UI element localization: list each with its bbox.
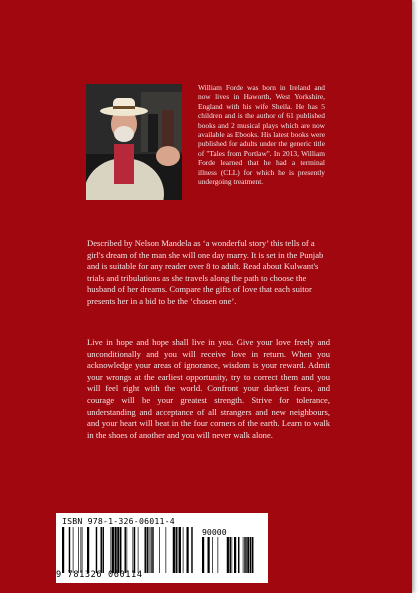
ean-digits: 9 781326 060114 <box>56 570 143 580</box>
ean-barcode-bars <box>62 527 194 573</box>
author-bio: William Forde was born in Ireland and now lives in Haworth, West Yorkshire, England with his wife Sheila. He has 5 children and is the author of 61 published books and 2 musical plays which are now available as Ebooks. His latest books were published for adults under the generic title of "Tales from Portlaw". In 2013, William Forde learned that he had a terminal illness (CLL) for which he is presently undergoing treatment. <box>198 83 325 187</box>
isbn-barcode <box>56 513 268 583</box>
book-description: Described by Nelson Mandela as ‘a wonderful story’ this tells of a girl's dream of the man she will one day marry. It is set in the Punjab and is suitable for any reader over 8 to adult. Read about Kulwant's trials and tribulations as she travels along the path to choose the husband of her dreams. Compare the gifts of love that each suitor presents her in a bid to be the ‘chosen one’. <box>87 238 324 306</box>
author-photo <box>86 84 182 200</box>
book-quote: Live in hope and hope shall live in you. Give your love freely and unconditionally and you will receive love in return. When you acknowledge your areas of ignorance, wisdom is your reward. Admit your wrongs at the earliest opportunity, try to correct them and you will feel right with the world. Confront your darkest fears, and courage will be your greatest strength. Strive for tolerance, understanding and acceptance of all strangers and new neighbours, and your heart will beat in the four corners of the earth. Learn to walk in the shoes of another and you will never walk alone. <box>87 337 330 440</box>
isbn-label: ISBN 978-1-326-06011-4 <box>62 516 175 526</box>
price-addon-label: 90000 <box>202 527 227 537</box>
addon-barcode-bars <box>202 537 258 573</box>
